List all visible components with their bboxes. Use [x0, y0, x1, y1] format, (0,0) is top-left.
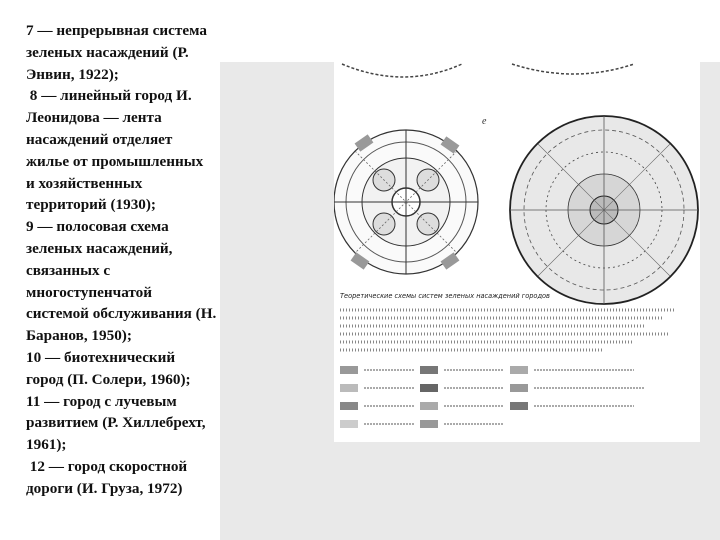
scheme-e-circle [510, 116, 698, 304]
caption-line: развитием (Р. Хиллебрехт, [26, 414, 206, 432]
caption-line: Энвин, 1922); [26, 65, 119, 83]
caption-line: системой обслуживания (Н. [26, 305, 217, 323]
caption-line: территорий (1930); [26, 196, 156, 214]
caption-line: насаждений отделяет [26, 130, 173, 148]
caption-text [26, 20, 261, 500]
caption-line: город (П. Солери, 1960); [26, 370, 191, 388]
caption-line: жилье от промышленных [26, 152, 204, 170]
legend-lines [340, 310, 674, 350]
partial-circle-top-right [512, 64, 634, 74]
scheme-d-circle [334, 130, 478, 274]
caption-line: зеленых насаждений (Р. [26, 43, 189, 61]
caption-line: 10 — биотехнический [26, 348, 176, 366]
legend-swatches [340, 366, 528, 428]
caption-line: дороги (И. Груза, 1972) [26, 479, 183, 497]
legend-title: Теоретические схемы систем зеленых насаждений городов [340, 292, 550, 300]
scheme-drawing [334, 62, 700, 442]
caption-line: 12 — город скоростной [26, 457, 188, 475]
label-e: е [482, 116, 487, 127]
caption-line: 8 — линейный город И. [26, 87, 192, 105]
caption-line: Баранов, 1950); [26, 327, 132, 345]
legend-text-lines [364, 370, 644, 424]
caption-line: многоступенчатой [26, 283, 153, 301]
caption-line: зеленых насаждений, [26, 239, 173, 257]
caption-line: 11 — город с лучевым [26, 392, 177, 410]
caption-line: и хозяйственных [26, 174, 143, 192]
caption-line: связанных с [26, 261, 111, 279]
partial-circle-top-left [342, 64, 462, 77]
caption-line: 9 — полосовая схема [26, 218, 169, 236]
scheme-figure [334, 62, 700, 442]
caption-line: 7 — непрерывная система [26, 22, 207, 39]
caption-line: 1961); [26, 436, 67, 454]
caption-line: Леонидова — лента [26, 109, 162, 127]
